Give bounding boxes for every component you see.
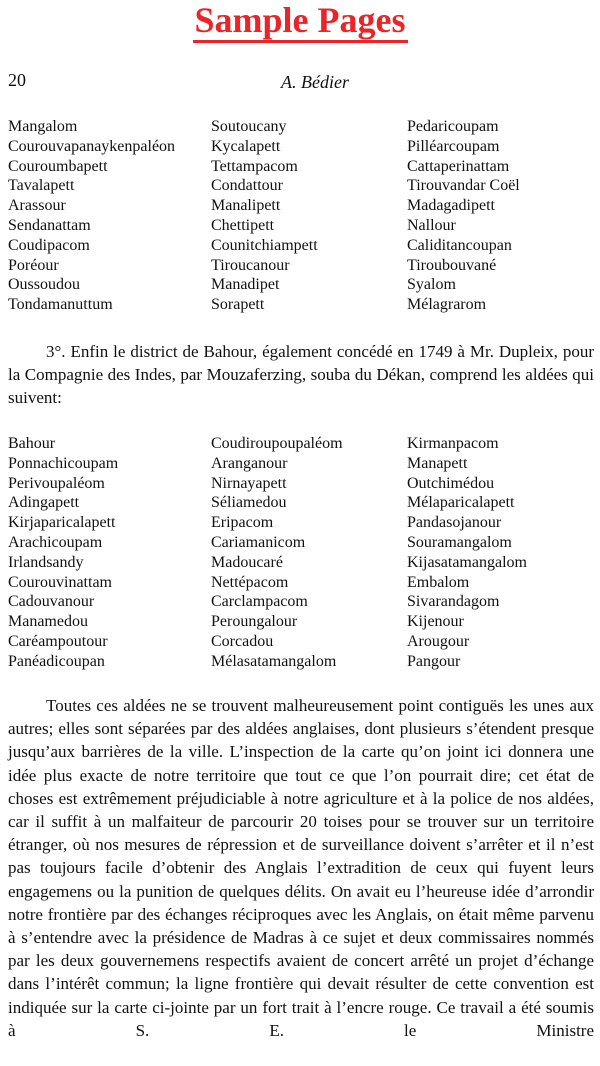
village-name: Outchimédou xyxy=(407,474,495,492)
village-name: Chettipett xyxy=(211,216,275,234)
village-name: Madagadipett xyxy=(407,197,495,215)
village-name: Coudiroupoupaléom xyxy=(211,435,343,452)
paragraph-body: Toutes ces aldées ne se trouvent malheureusement point contiguës les unes aux autres; elles sont séparées par des aldées anglaises, dont plusieurs s’étendent presque jusqu’aux barrières de la ville. L’inspection de la carte qu’on joint ici donnera une idée plus exacte de notre territoire que tout ce que l’on pourrait dire; cet état de choses est extrêmement préjudiciable à notre agriculture et à la police de nos aldées, car il suffit à un malfaiteur de parcourir 20 toises pour se trouver sur un territoire étranger, où nos mesures de répression et de surveillance doivent s’arrêter et il n’est pas toujours facile d’obtenir des Anglais l’extradition de ceux qui fuyent leurs engagemens ou la punition de quelques délits. On avait eu l’heureuse idée d’arrondir notre frontière par des échanges réciproques avec les Anglais, on était même parvenu à s’entendre avec la présidence de Madras à ce sujet et deux commissaires nommés par les deux gouvernemens respectifs avaient de concert arrêté un projet d’échange dans l’intérêt commun; la ligne frontière qui devait résulter de cette convention est indiquée sur la carte ci-jointe par un fort trait à l’encre rouge. Ce travail a été soumis à S. E. le Ministre xyxy=(8,696,594,1040)
village-name: Mélaparicalapett xyxy=(407,494,515,512)
village-name: Courouvapanaykenpaléon xyxy=(8,137,176,155)
village-name: Coudipacom xyxy=(8,236,90,254)
village-name: Soutoucany xyxy=(211,118,287,135)
village-name: Arougour xyxy=(407,632,470,650)
village-name: Cadouvanour xyxy=(8,593,95,611)
village-name: Tondamanuttum xyxy=(8,296,113,314)
village-name: Tirouvandar Coël xyxy=(407,177,520,195)
village-name: Tiroucanour xyxy=(211,256,290,274)
village-name: Couroumbapett xyxy=(8,157,108,175)
village-column-3 xyxy=(407,434,527,672)
page-header xyxy=(8,70,592,96)
page-number: 20 xyxy=(8,70,26,90)
village-name: Adingapett xyxy=(8,494,80,512)
village-name: Panéadicoupan xyxy=(8,652,105,670)
village-name: Pilléarcoupam xyxy=(407,137,500,155)
village-name: Manadipet xyxy=(211,276,280,294)
village-name: Condattour xyxy=(211,177,283,195)
village-name: Caliditancoupan xyxy=(407,236,512,254)
running-title: A. Bédier xyxy=(281,72,349,92)
village-column-3 xyxy=(407,117,520,315)
village-name: Caréampoutour xyxy=(8,632,108,650)
village-column-2 xyxy=(211,434,343,672)
village-name: Tiroubouvané xyxy=(407,256,497,274)
village-name: Carclampacom xyxy=(211,593,308,611)
village-name: Séliamedou xyxy=(211,494,287,512)
village-name: Madoucaré xyxy=(211,553,283,571)
village-name: Nallour xyxy=(407,216,456,234)
village-name: Eripacom xyxy=(211,514,274,532)
village-column-2 xyxy=(211,117,318,315)
village-name: Kirmanpacom xyxy=(407,435,499,452)
village-name: Arachicoupam xyxy=(8,533,103,551)
village-name: Aranganour xyxy=(211,454,288,472)
village-name: Courouvinattam xyxy=(8,573,112,591)
village-name: Syalom xyxy=(407,276,456,294)
sample-pages-banner xyxy=(0,0,600,48)
village-list-1 xyxy=(8,117,592,317)
village-name: Mangalom xyxy=(8,118,78,135)
village-name: Kycalapett xyxy=(211,137,281,155)
village-name: Counitchiampett xyxy=(211,236,318,254)
village-name: Souramangalom xyxy=(407,533,512,551)
village-name: Bahour xyxy=(8,435,56,452)
village-list-2 xyxy=(8,434,592,674)
village-name: Nettépacom xyxy=(211,573,289,591)
village-name: Arassour xyxy=(8,197,66,215)
village-name: Mélasatamangalom xyxy=(211,652,337,670)
village-name: Manapett xyxy=(407,454,468,472)
village-name: Irlandsandy xyxy=(8,553,84,571)
village-name: Sendanattam xyxy=(8,216,91,234)
village-name: Sorapett xyxy=(211,296,265,314)
village-name: Perivoupaléom xyxy=(8,474,105,492)
village-name: Manamedou xyxy=(8,613,88,631)
village-name: Pandasojanour xyxy=(407,514,502,532)
village-name: Ponnachicoupam xyxy=(8,454,119,472)
village-name: Pedaricoupam xyxy=(407,118,499,135)
village-name: Kijasatamangalom xyxy=(407,553,527,571)
village-column-1 xyxy=(8,434,118,672)
village-name: Poréour xyxy=(8,256,59,274)
village-name: Cattaperinattam xyxy=(407,157,510,175)
village-name: Tettampacom xyxy=(211,157,298,175)
banner-title: Sample Pages xyxy=(193,0,408,43)
village-name: Pangour xyxy=(407,652,461,670)
village-name: Kijenour xyxy=(407,613,464,631)
paragraph-bahour: 3°. Enfin le district de Bahour, également concédé en 1749 à Mr. Dupleix, pour la Compagnie des Indes, par Mouzaferzing, souba du Dékan, comprend les aldées qui suivent: xyxy=(8,342,594,408)
village-name: Tavalapett xyxy=(8,177,75,195)
village-name: Peroungalour xyxy=(211,613,298,631)
village-name: Cariamanicom xyxy=(211,533,306,551)
village-name: Nirnayapett xyxy=(211,474,287,492)
village-column-1 xyxy=(8,117,175,315)
village-name: Oussoudou xyxy=(8,276,81,294)
village-name: Sivarandagom xyxy=(407,593,500,611)
village-name: Corcadou xyxy=(211,632,274,650)
village-name: Embalom xyxy=(407,573,470,591)
village-name: Mélagrarom xyxy=(407,296,487,314)
village-name: Manalipett xyxy=(211,197,281,215)
village-name: Kirjaparicalapett xyxy=(8,514,116,532)
